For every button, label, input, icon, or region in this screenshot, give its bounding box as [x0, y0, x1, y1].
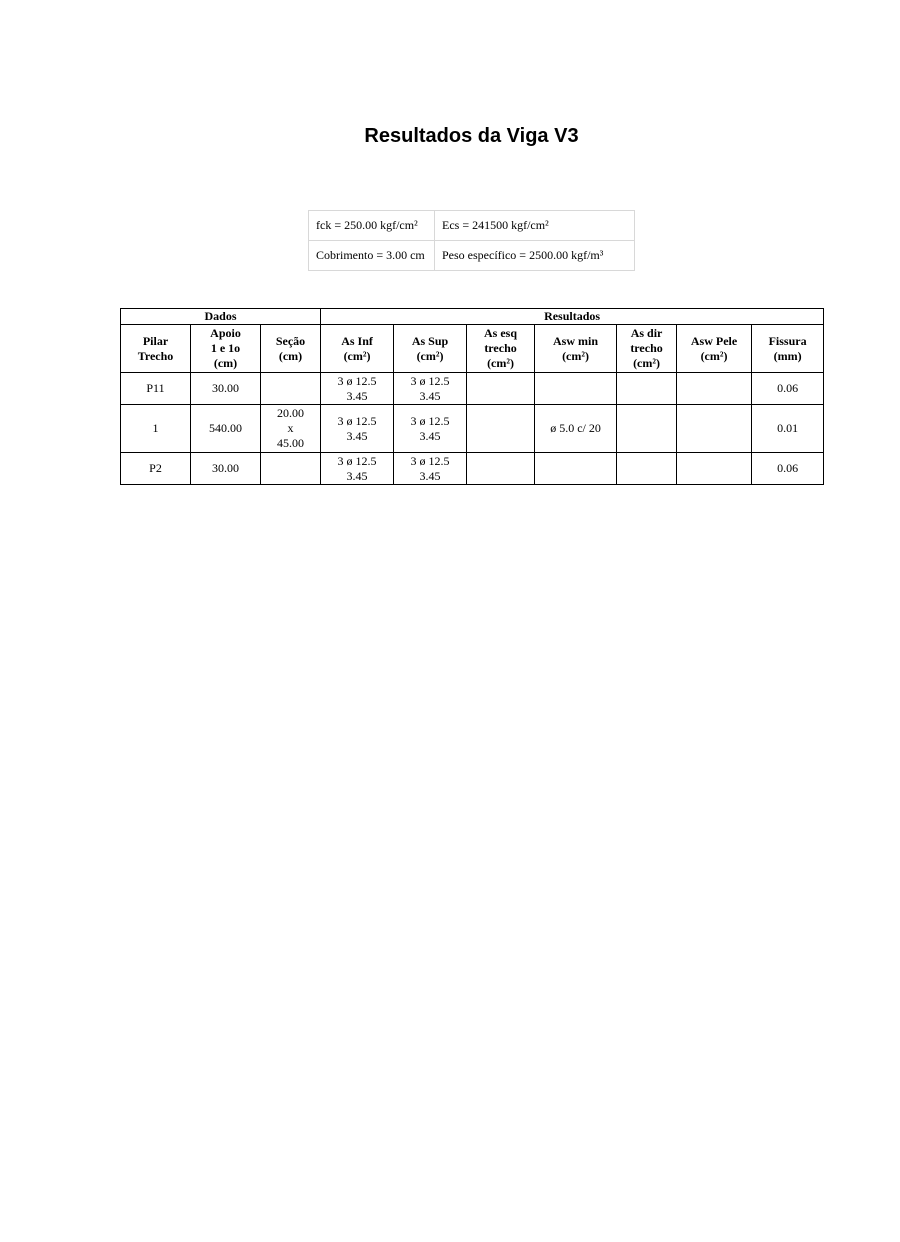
cell-asw-pele — [677, 405, 752, 453]
results-table — [120, 308, 824, 485]
cell-pilar: P2 — [121, 453, 191, 485]
cell-apoio: 30.00 — [191, 373, 261, 405]
cell-as-esq — [467, 453, 535, 485]
col-header-as-esq: As esq trecho (cm²) — [467, 325, 535, 373]
params-row — [309, 211, 635, 241]
cell-as-esq — [467, 373, 535, 405]
cell-asw-min: ø 5.0 c/ 20 — [535, 405, 617, 453]
column-header-row — [121, 325, 824, 373]
page-title: Resultados da Viga V3 — [364, 125, 579, 147]
col-header-as-dir: As dir trecho (cm²) — [617, 325, 677, 373]
cell-as-inf: 3 ø 12.5 3.45 — [321, 453, 394, 485]
peso-especifico-value: Peso específico = 2500.00 kgf/m³ — [435, 241, 635, 271]
group-header-row — [121, 309, 824, 325]
cell-as-sup: 3 ø 12.5 3.45 — [394, 453, 467, 485]
group-header-resultados: Resultados — [321, 309, 824, 325]
fck-value: fck = 250.00 kgf/cm² — [309, 211, 435, 241]
col-header-asw-min: Asw min (cm²) — [535, 325, 617, 373]
cell-pilar: 1 — [121, 405, 191, 453]
params-row — [309, 241, 635, 271]
col-header-pilar: Pilar Trecho — [121, 325, 191, 373]
cell-asw-min — [535, 453, 617, 485]
cell-apoio: 540.00 — [191, 405, 261, 453]
cell-as-esq — [467, 405, 535, 453]
table-row — [121, 405, 824, 453]
col-header-asw-pele: Asw Pele (cm²) — [677, 325, 752, 373]
cell-asw-min — [535, 373, 617, 405]
cell-as-dir — [617, 453, 677, 485]
cell-secao — [261, 373, 321, 405]
ecs-value: Ecs = 241500 kgf/cm² — [435, 211, 635, 241]
cell-apoio: 30.00 — [191, 453, 261, 485]
cell-secao — [261, 453, 321, 485]
group-header-dados: Dados — [121, 309, 321, 325]
cell-asw-pele — [677, 373, 752, 405]
cell-fissura: 0.06 — [752, 453, 824, 485]
cobrimento-value: Cobrimento = 3.00 cm — [309, 241, 435, 271]
cell-as-dir — [617, 373, 677, 405]
table-row — [121, 453, 824, 485]
cell-secao: 20.00 x 45.00 — [261, 405, 321, 453]
cell-pilar: P11 — [121, 373, 191, 405]
cell-asw-pele — [677, 453, 752, 485]
cell-as-sup: 3 ø 12.5 3.45 — [394, 405, 467, 453]
material-params-table — [308, 210, 635, 271]
cell-as-inf: 3 ø 12.5 3.45 — [321, 405, 394, 453]
col-header-secao: Seção (cm) — [261, 325, 321, 373]
col-header-as-inf: As Inf (cm²) — [321, 325, 394, 373]
cell-fissura: 0.01 — [752, 405, 824, 453]
table-row — [121, 373, 824, 405]
cell-as-dir — [617, 405, 677, 453]
col-header-fissura: Fissura (mm) — [752, 325, 824, 373]
col-header-as-sup: As Sup (cm²) — [394, 325, 467, 373]
col-header-apoio: Apoio 1 e 1o (cm) — [191, 325, 261, 373]
cell-as-sup: 3 ø 12.5 3.45 — [394, 373, 467, 405]
cell-as-inf: 3 ø 12.5 3.45 — [321, 373, 394, 405]
cell-fissura: 0.06 — [752, 373, 824, 405]
